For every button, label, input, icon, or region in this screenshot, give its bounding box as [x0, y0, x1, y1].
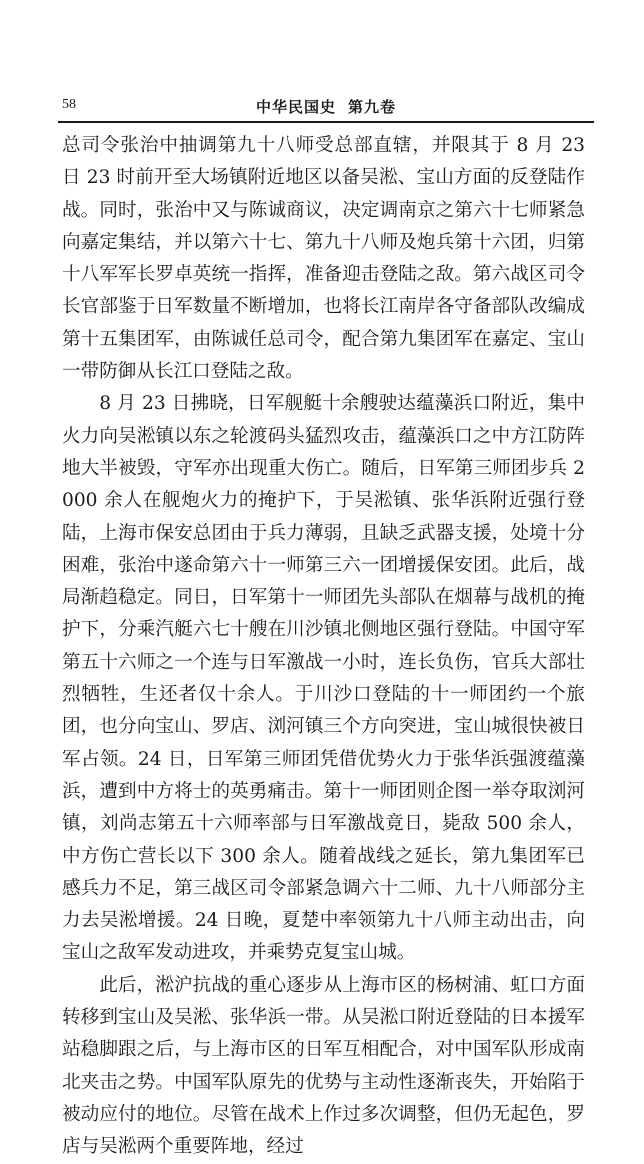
paragraph-3: 此后，淞沪抗战的重心逐步从上海市区的杨树浦、虹口方面转移到宝山及吴淞、张华浜一带。从吴淞口附近登陆的日本援军站稳脚跟之后，与上海市区的日军互相配合，对中国军队形成南北夹击之势。中国军队原先的优势与主动性逐渐丧失，开始陷于被动应付的地位。尽管在战术上作过多次调整，但仍无起色，罗店与吴淞两个重要阵地，经过 [62, 974, 585, 1158]
volume-label: 第九卷 [348, 98, 397, 116]
book-title: 中华民国史 [255, 98, 336, 116]
body-text [62, 130, 585, 1164]
page-number: 58 [62, 97, 76, 112]
paragraph-1: 总司令张治中抽调第九十八师受总部直辖，并限其于 8 月 23 日 23 时前开至大场镇附近地区以备吴淞、宝山方面的反登陆作战。同时，张治中又与陈诚商议，决定调南京之第六十七师紧急向嘉定集结，并以第六十七、第九十八师及炮兵第十六团，归第十八军军长罗卓英统一指挥，准备迎击登陆之敌。第六战区司令长官部鉴于日军数量不断增加，也将长江南岸各守备部队改编成第十五集团军，由陈诚任总司令，配合第九集团军在嘉定、宝山一带防御从长江口登陆之敌。 [62, 135, 585, 383]
running-title [58, 96, 594, 117]
paragraph-2: 8 月 23 日拂晓，日军舰艇十余艘驶达蕴藻浜口附近，集中火力向吴淞镇以东之轮渡码头猛烈攻击，蕴藻浜口之中方江防阵地大半被毁，守军亦出现重大伤亡。随后，日军第三师团步兵 2000 余人在舰炮火力的掩护下，于吴淞镇、张华浜附近强行登陆，上海市保安总团由于兵力薄弱，且缺乏武器支援，处境十分困难，张治中遂命第六十一师第三六一团增援保安团。此后，战局渐趋稳定。同日，日军第十一师团先头部队在烟幕与战机的掩护下，分乘汽艇六七十艘在川沙镇北侧地区强行登陆。中国守军第五十六师之一个连与日军激战一小时，连长负伤，官兵大部壮烈牺牲，生还者仅十余人。于川沙口登陆的十一师团约一个旅团，也分向宝山、罗店、浏河镇三个方向突进，宝山城很快被日军占领。24 日，日军第三师团凭借优势火力于张华浜强渡蕴藻浜，遭到中方将士的英勇痛击。第十一师团则企图一举夺取浏河镇，刘尚志第五十六师率部与日军激战竟日，毙敌 500 余人，中方伤亡营长以下 300 余人。随着战线之延长，第九集团军已感兵力不足，第三战区司令部紧急调六十二师、九十八师部分主力去吴淞增援。24 日晚，夏楚中率领第九十八师主动出击，向宝山之敌军发动进攻，并乘势克复宝山城。 [62, 393, 585, 964]
running-header [58, 95, 594, 123]
